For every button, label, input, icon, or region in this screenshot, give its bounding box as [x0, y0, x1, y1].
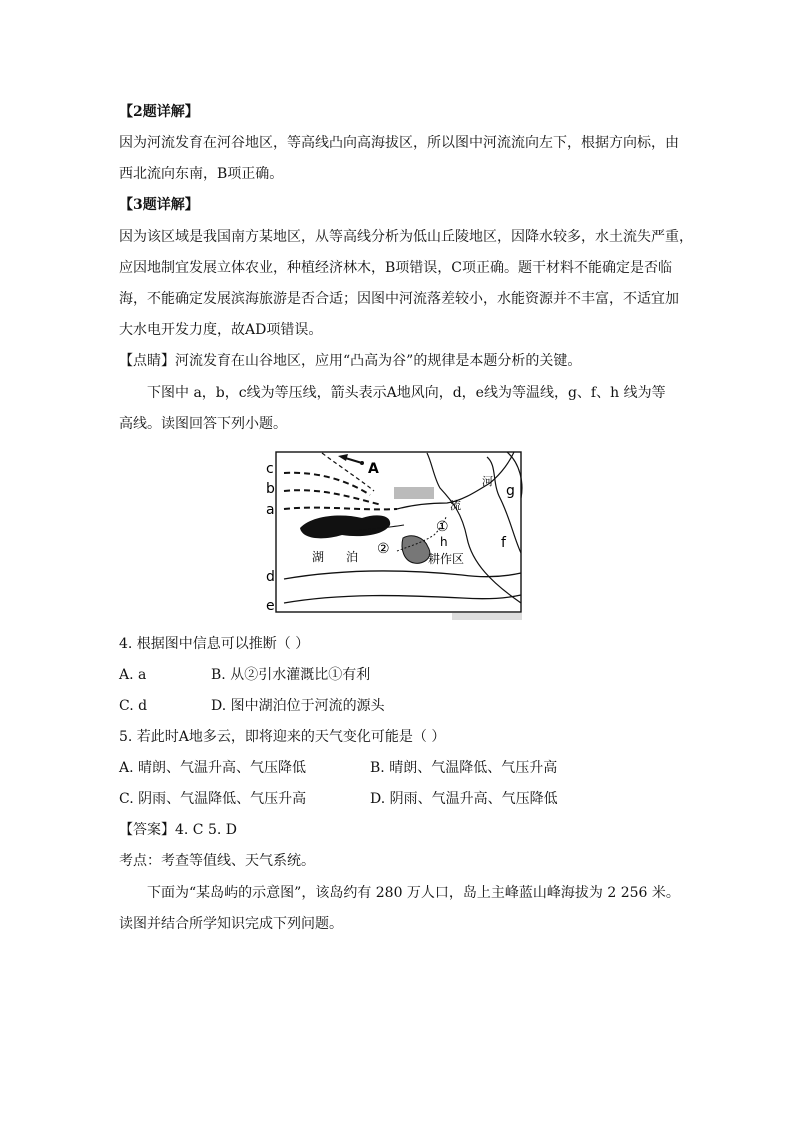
- q4-option-a: A. a: [119, 667, 147, 683]
- label-farmland: 耕作区: [428, 552, 465, 566]
- label-lake-1: 湖: [312, 550, 325, 564]
- q5-option-d: D. 阴雨、气温升高、气压降低: [370, 791, 558, 807]
- q3-explanation-line: 大水电开发力度，故AD项错误。: [119, 322, 323, 338]
- q4-option-c: C. d: [119, 698, 148, 714]
- isoline-map-figure: [262, 443, 532, 623]
- blurred-caption-patch: [452, 613, 522, 620]
- q5-option-b: B. 晴朗、气温降低、气压升高: [370, 760, 558, 776]
- q3-explanation-line: 因为该区域是我国南方某地区，从等高线分析为低山丘陵地区，因降水较多，水土流失严重，: [119, 229, 693, 245]
- label-g: g: [506, 483, 515, 499]
- q5-option-c: C. 阴雨、气温降低、气压升高: [119, 791, 307, 807]
- label-d: d: [266, 569, 275, 585]
- q2-heading: 【2题详解】: [119, 104, 199, 120]
- next-question-intro: 下面为“某岛屿的示意图”，该岛约有 280 万人口，岛上主峰蓝山峰海拔为 2 256 米。: [147, 885, 680, 901]
- label-circle-2: ②: [377, 541, 390, 557]
- label-circle-1: ①: [436, 519, 449, 535]
- label-a: a: [266, 502, 275, 518]
- point-A-dot: [360, 461, 364, 465]
- q3-explanation-line: 应因地制宜发展立体农业，种植经济林木，B项错误，C项正确。题干材料不能确定是否临: [119, 260, 672, 276]
- label-h: h: [440, 535, 448, 549]
- figure-intro-line: 下图中 a，b，c线为等压线，箭头表示A地风向，d，e线为等温线，g、f、h 线为等: [147, 385, 666, 401]
- q2-explanation-line: 西北流向东南，B项正确。: [119, 166, 284, 182]
- q5-option-a: A. 晴朗、气温升高、气压降低: [119, 760, 307, 776]
- q5-stem: 5. 若此时A地多云，即将迎来的天气变化可能是（ ）: [119, 729, 446, 745]
- q2-explanation-line: 因为河流发育在河谷地区，等高线凸向高海拔区，所以图中河流流向左下，根据方向标，由: [119, 135, 679, 151]
- isoline-map-svg: [262, 443, 532, 623]
- label-river-1: 河: [482, 475, 493, 488]
- next-question-intro: 读图并结合所学知识完成下列问题。: [119, 916, 343, 932]
- label-c: c: [266, 461, 274, 477]
- q3-explanation-line: 海，不能确定发展滨海旅游是否合适；因图中河流落差较小，水能资源并不丰富，不适宜加: [119, 291, 679, 307]
- dianjing-note: 【点睛】河流发育在山谷地区，应用“凸高为谷”的规律是本题分析的关键。: [119, 353, 582, 369]
- label-e: e: [266, 598, 275, 614]
- label-f: f: [501, 535, 506, 551]
- q3-heading: 【3题详解】: [119, 197, 199, 213]
- label-b: b: [266, 481, 275, 497]
- label-lake-2: 泊: [346, 550, 359, 564]
- label-A: A: [368, 461, 379, 477]
- figure-intro-line: 高线。读图回答下列小题。: [119, 416, 287, 432]
- answer-line: 【答案】4. C 5. D: [119, 822, 238, 838]
- q4-option-d: D. 图中湖泊位于河流的源头: [211, 698, 385, 714]
- q4-stem: 4. 根据图中信息可以推断（ ）: [119, 636, 310, 652]
- kaodian-line: 考点：考查等值线、天气系统。: [119, 853, 315, 869]
- q4-option-b: B. 从②引水灌溉比①有利: [211, 667, 371, 683]
- blurred-label-patch: [394, 487, 434, 499]
- label-river-2: 流: [450, 499, 461, 512]
